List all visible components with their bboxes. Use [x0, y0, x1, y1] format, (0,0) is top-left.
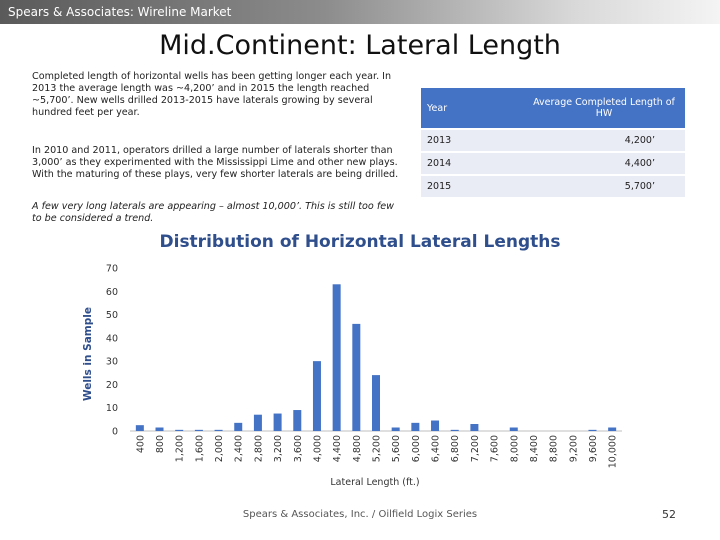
bar-9600 [588, 430, 596, 431]
bar-2000 [215, 430, 223, 431]
x-tick-label: 9,200 [568, 435, 580, 463]
bar-3200 [274, 414, 282, 431]
table-cell-year: 2013 [421, 129, 523, 152]
paragraph-length-trend: Completed length of horizontal wells has been getting longer each year. In 2013 the average length was ~4,200’ and in 2015 the length reached ~5,700’. New wells drilled 2013-2015 have laterals growing by several hundred feet per year. [32, 71, 392, 118]
x-axis-tick-labels [135, 435, 618, 468]
x-tick-label: 6,400 [430, 435, 442, 463]
bar-2800 [254, 415, 262, 431]
paragraph-short-laterals: In 2010 and 2011, operators drilled a large number of laterals shorter than 3,000’ as they experimented with the Mississippi Lime and other new plays. With the maturing of these plays, very few shorter laterals are being drilled. [32, 145, 399, 180]
y-tick-label: 20 [105, 379, 118, 391]
header-text: Spears & Associates: Wireline Market [8, 5, 232, 19]
bar-7200 [470, 424, 478, 431]
bar-5600 [392, 428, 400, 431]
bar-400 [136, 425, 144, 431]
x-tick-label: 5,600 [391, 435, 403, 463]
bar-1600 [195, 430, 203, 431]
y-tick-label: 10 [105, 403, 118, 415]
y-tick-label: 70 [105, 263, 118, 275]
y-tick-label: 30 [105, 356, 118, 368]
bar-series [136, 284, 616, 431]
y-tick-label: 50 [105, 310, 118, 322]
paragraph-long-laterals: A few very long laterals are appearing – almost 10,000’. This is still too few to be considered a trend. [32, 201, 394, 224]
table-cell-year: 2014 [421, 152, 523, 175]
bar-6400 [431, 421, 439, 431]
x-tick-label: 2,800 [253, 435, 265, 463]
table-cell-year: 2015 [421, 175, 523, 197]
x-tick-label: 4,000 [312, 435, 324, 463]
chart-title: Distribution of Horizontal Lateral Lengths [159, 232, 561, 252]
page-number: 52 [662, 508, 676, 521]
x-tick-label: 3,200 [273, 435, 285, 463]
bar-4800 [352, 324, 360, 431]
x-tick-label: 6,800 [450, 435, 462, 463]
x-tick-label: 5,200 [371, 435, 383, 463]
y-tick-label: 40 [105, 333, 118, 345]
x-tick-label: 7,200 [469, 435, 481, 463]
x-tick-label: 6,000 [410, 435, 422, 463]
x-tick-label: 9,600 [587, 435, 599, 463]
y-axis-title: Wells in Sample [82, 307, 94, 401]
footer-text: Spears & Associates, Inc. / Oilfield Logix Series [242, 509, 478, 520]
x-tick-label: 3,600 [292, 435, 304, 463]
table-cell-length: 5,700’ [523, 175, 685, 197]
x-tick-label: 2,400 [233, 435, 245, 463]
table-header-length: Average Completed Length of HW [523, 88, 685, 129]
bar-2400 [234, 423, 242, 431]
slide-title: Mid.Continent: Lateral Length [159, 30, 561, 61]
bar-6000 [411, 423, 419, 431]
x-axis-title: Lateral Length (ft.) [330, 477, 420, 488]
bar-5200 [372, 375, 380, 431]
y-axis-tick-labels [106, 264, 118, 438]
y-tick-label: 0 [111, 426, 118, 438]
x-tick-label: 2,000 [214, 435, 226, 463]
x-tick-label: 10,000 [607, 435, 619, 469]
bar-800 [156, 428, 164, 431]
x-tick-label: 400 [135, 435, 147, 454]
bar-10000 [608, 428, 616, 431]
table-header-year: Year [421, 88, 523, 129]
bar-4400 [333, 284, 341, 431]
bar-6800 [451, 430, 459, 431]
x-tick-label: 8,400 [528, 435, 540, 463]
x-tick-label: 8,000 [509, 435, 521, 463]
x-tick-label: 7,600 [489, 435, 501, 463]
x-tick-label: 4,800 [351, 435, 363, 463]
bar-8000 [510, 428, 518, 431]
x-tick-label: 8,800 [548, 435, 560, 463]
x-tick-label: 1,600 [194, 435, 206, 463]
bar-1200 [175, 430, 183, 431]
table-cell-length: 4,200’ [523, 129, 685, 152]
bar-3600 [293, 410, 301, 431]
x-tick-label: 800 [155, 435, 167, 454]
bar-4000 [313, 361, 321, 431]
y-tick-label: 60 [105, 286, 118, 298]
x-tick-label: 1,200 [174, 435, 186, 463]
x-tick-label: 4,400 [332, 435, 344, 463]
table-cell-length: 4,400’ [523, 152, 685, 175]
